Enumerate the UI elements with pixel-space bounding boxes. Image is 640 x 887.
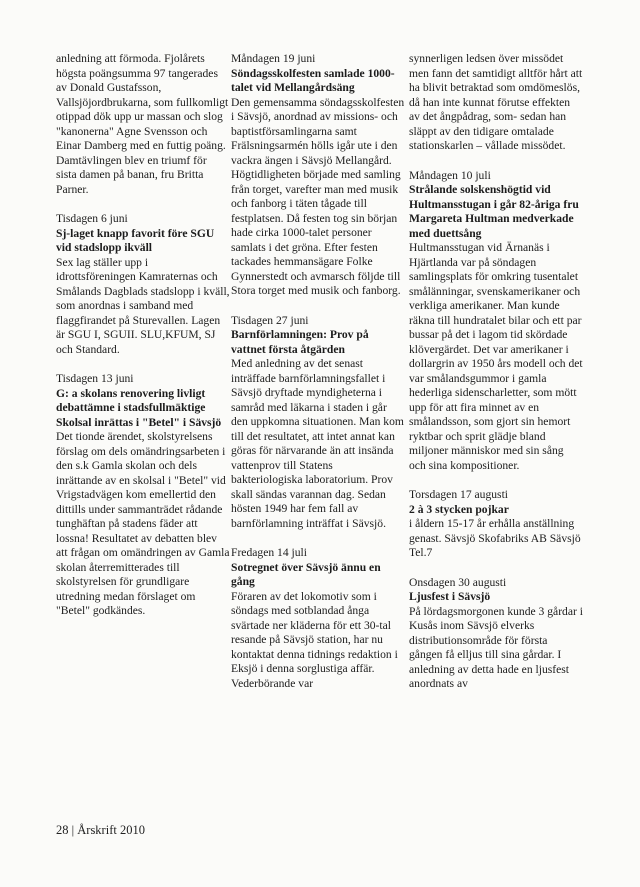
article-headline: Strålande solskenshögtid vid Hultmansstugan i går 82-åriga fru Margareta Hultman medverkade med duettsång	[409, 183, 579, 240]
column-1	[56, 52, 230, 634]
article-date: Torsdagen 17 augusti	[409, 488, 509, 501]
continued-text: synnerligen ledsen över missödet men fann det samtidigt alltför hårt att ha blivit betraktad som omdömeslös, då han inte kunnat förutse effekten av det ångpådrag, som- sedan han släppt av den tidigare omtalade stationskarlen – vållade missödet.	[409, 52, 583, 152]
article	[56, 372, 230, 619]
continued-text: anledning att förmoda. Fjolårets högsta poängsumma 97 tangerades av Donald Gustafsson, Vallsjöjordbrukarna, som fullkomligt otippad dök upp ur massan och slog "kanonerna" Agne Svensson och Einar Damberg med en futtig poäng. Damtävlingen blev en triumf för sista damen på banan, fru Britta Parner.	[56, 52, 229, 196]
article-headline: Barnförlamningen: Prov på vattnet första åtgärden	[231, 328, 369, 356]
article	[409, 576, 583, 692]
article-headline: Sotregnet över Sävsjö ännu en gång	[231, 560, 381, 588]
article-headline: Söndagsskolfesten samlade 1000-talet vid Mellangårdsäng	[231, 66, 395, 94]
article-body: Föraren av det lokomotiv som i söndags med sotblandad ånga svärtade ner kläderna för ett 30-tal resande på Sävsjö station, har nu kontaktat denna tidnings redaktion i Eksjö i denna sorglustiga affär. Vederbörande var	[231, 589, 398, 690]
article-date: Tisdagen 13 juni	[56, 372, 134, 385]
article-body: i åldern 15-17 år erhålla anställning genast. Sävsjö Skofabriks AB Sävsjö Tel.7	[409, 517, 581, 559]
article-date: Tisdagen 6 juni	[56, 212, 128, 225]
article-date: Fredagen 14 juli	[231, 546, 307, 559]
article-body: Hultmansstugan vid Ärnanäs i Hjärtlanda var på söndagen samlingsplats för omkring tusentalet smålänningar, svenskamerikaner och verkliga amerikaner. Man kunde räkna till hundratalet bilar och ett par bussar på det i lagom tid skördade klövergärdet. Det var amerikaner i dollargrin av 1950 års modell och det var smålandsgummor i gamla hederliga sidenscharletter, som mött upp för att fira minnet av en smålandsson, som gjort sin hemort ryktbar och sprit glädje bland miljoner människor med sin sång och sina kompositioner.	[409, 241, 583, 472]
article	[409, 488, 583, 561]
article	[231, 52, 405, 299]
article-body: Den gemensamma söndagsskolfesten i Sävsjö, anordnad av missions- och baptistförsamlingarna samt Frälsningsarmén hölls igår ute i den vackra ängen i Sävsjö Mellangård. Högtidligheten började med samling från torget, varefter man med musik och fanborg i täten tågade till festplatsen. Då festen tog sin början hade cirka 1000-talet personer samlats i det gröna. Efter festen tackades hemmansägare Folke Gynnerstedt och avmarsch följde till Stora torget med musik och fanborg.	[231, 95, 405, 297]
page-footer: 28 | Årskrift 2010	[56, 823, 145, 837]
article-date: Måndagen 19 juni	[231, 52, 316, 65]
article	[231, 314, 405, 532]
column-3	[409, 52, 583, 707]
article-date: Måndagen 10 juli	[409, 168, 491, 182]
article-body: Sex lag ställer upp i idrottsföreningen Kamraternas och Smålands Dagblads stadslopp i kväll, som anordnas i samband med flaggfirandet på Sturevallen. Lagen är SGU I, SGUII. SLU,KFUM, SJ och Standard.	[56, 255, 230, 356]
article-body: Det tionde ärendet, skolstyrelsens förslag om dels omändringsarbeten i den s.k Gamla skolan och dels inrättande av en skolsal i "Betel" vid Vrigstadvägen kom emellertid den dittills under sammanträdet rådande tunghäftan på stadens fäder att lossna! Resultatet av debatten blev att frågan om omändringen av Gamla skolan återremitterades till skolstyrelsen för grundligare utredning medan förslaget om "Betel" godkändes.	[56, 430, 230, 617]
article-headline: Ljusfest i Sävsjö	[409, 590, 491, 603]
article-headline: G: a skolans renovering livligt debattämne i stadsfullmäktige Skolsal inrättas i "Betel" i Sävsjö	[56, 386, 222, 429]
article-headline: Sj-laget knapp favorit före SGU vid stadslopp ikväll	[56, 226, 215, 254]
article	[409, 169, 583, 474]
article-body: På lördagsmorgonen kunde 3 gårdar i Kusås inom Sävsjö elverks distributionsområde för första gången få elljus till sina gårdar. I anledning av detta hade en ljusfest anordnats av	[409, 604, 583, 690]
article-date: Onsdagen 30 augusti	[409, 575, 507, 589]
article-headline: 2 à 3 stycken pojkar	[409, 502, 509, 516]
article-date: Tisdagen 27 juni	[231, 313, 309, 327]
article	[56, 212, 230, 357]
article	[231, 546, 405, 691]
column-2	[231, 52, 405, 706]
article-body: Med anledning av det senast inträffade barnförlamningsfallet i Sävsjö dryftade myndigheterna i samråd med läkarna i staden i går den uppkomna situationen. Man kom till det resultatet, att intet annat kan göras för närvarande än att insända vattenprov till Statens bakteriologiska laboratorium. Prov skall sändas varannan dag. Sedan hösten 1949 har fem fall av barnförlamning inträffat i Sävsjö.	[231, 357, 404, 530]
